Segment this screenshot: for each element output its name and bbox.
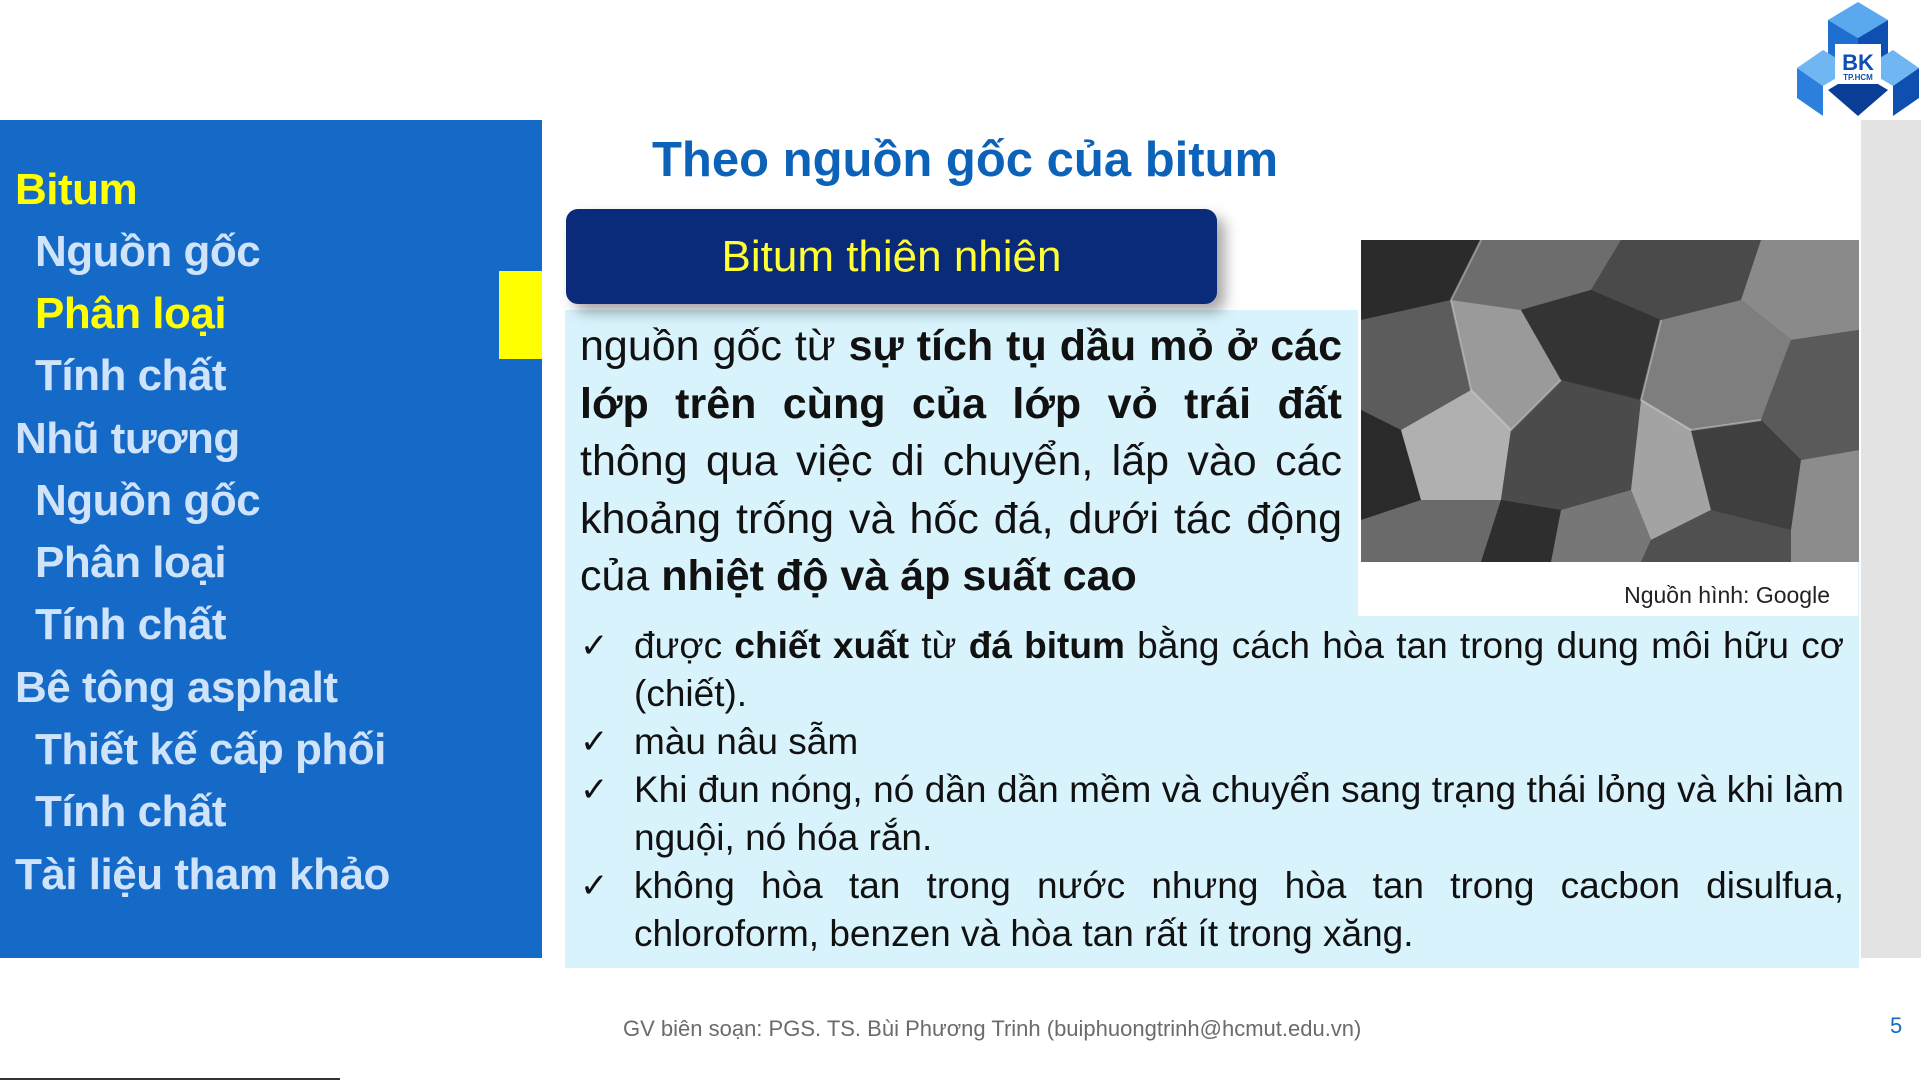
bk-logo xyxy=(1795,0,1921,118)
section-header: Bitum thiên nhiên xyxy=(566,209,1217,304)
active-section-marker xyxy=(499,271,542,359)
bullet-bold: đá bitum xyxy=(968,625,1125,666)
list-item xyxy=(580,622,1844,718)
image-caption: Nguồn hình: Google xyxy=(1624,582,1830,608)
sidebar-item-bitum-phan-loai[interactable]: Phân loại xyxy=(35,289,227,338)
sidebar-item-nhu-tuong-phan-loai[interactable]: Phân loại xyxy=(35,538,227,587)
sidebar-item-asphalt-tinh-chat[interactable]: Tính chất xyxy=(35,787,227,836)
footer-author: GV biên soạn: PGS. TS. Bùi Phương Trinh (buiphuongtrinh@hcmut.edu.vn) xyxy=(623,1016,1362,1041)
sidebar-item-tai-lieu-tham-khao[interactable]: Tài liệu tham khảo xyxy=(15,850,390,899)
bullet-text: màu nâu sẫm xyxy=(634,721,859,762)
bullet-text: bằng cách hòa tan trong dung môi hữu cơ (chiết). xyxy=(634,625,1844,714)
bullet-text: được xyxy=(634,625,735,666)
bullet-text: Khi đun nóng, nó dần dần mềm và chuyển sang trạng thái lỏng và khi làm nguội, nó hóa rắn. xyxy=(634,769,1844,858)
sidebar-item-nhu-tuong[interactable]: Nhũ tương xyxy=(15,414,240,463)
list-item xyxy=(580,718,1844,766)
sidebar-item-thiet-ke-cap-phoi[interactable]: Thiết kế cấp phối xyxy=(35,725,386,774)
sidebar-item-nhu-tuong-nguon-goc[interactable]: Nguồn gốc xyxy=(35,476,261,525)
bullet-list xyxy=(580,622,1844,958)
main-paragraph xyxy=(580,318,1342,606)
paragraph-bold: sự tích tụ dầu mỏ ở các lớp trên cùng của lớp vỏ trái đất xyxy=(580,322,1342,428)
bullet-text: không hòa tan trong nước nhưng hòa tan trong cacbon disulfua, chloroform, benzen và hòa tan rất ít trong xăng. xyxy=(634,865,1844,954)
page-number: 5 xyxy=(1890,1013,1903,1038)
list-item xyxy=(580,766,1844,862)
right-edge-bar xyxy=(1861,120,1921,958)
bullet-text: từ xyxy=(909,625,969,666)
check-icon: ✓ xyxy=(580,771,609,809)
paragraph-bold: nhiệt độ và áp suất cao xyxy=(661,552,1137,600)
sidebar-item-bitum[interactable]: Bitum xyxy=(15,165,138,214)
slide-title: Theo nguồn gốc của bitum xyxy=(652,133,1279,187)
sidebar-item-bitum-tinh-chat[interactable]: Tính chất xyxy=(35,351,227,400)
bitumen-rock-image xyxy=(1361,240,1859,562)
check-icon: ✓ xyxy=(580,867,609,905)
logo-text: BK xyxy=(1842,50,1874,75)
sidebar-item-bitum-nguon-goc[interactable]: Nguồn gốc xyxy=(35,227,261,276)
list-item xyxy=(580,862,1844,958)
logo-subtext: TP.HCM xyxy=(1843,73,1873,82)
bullet-bold: chiết xuất xyxy=(734,625,910,666)
paragraph-text: nguồn gốc từ xyxy=(580,322,849,370)
check-icon: ✓ xyxy=(580,627,609,665)
paragraph-text: thông qua việc di chuyển, lấp vào các khoảng trống và hốc đá, dưới tác động của xyxy=(580,437,1342,600)
bottom-divider xyxy=(0,1078,340,1080)
check-icon: ✓ xyxy=(580,723,609,761)
sidebar xyxy=(0,120,542,958)
sidebar-item-be-tong-asphalt[interactable]: Bê tông asphalt xyxy=(15,663,338,712)
sidebar-item-nhu-tuong-tinh-chat[interactable]: Tính chất xyxy=(35,600,227,649)
